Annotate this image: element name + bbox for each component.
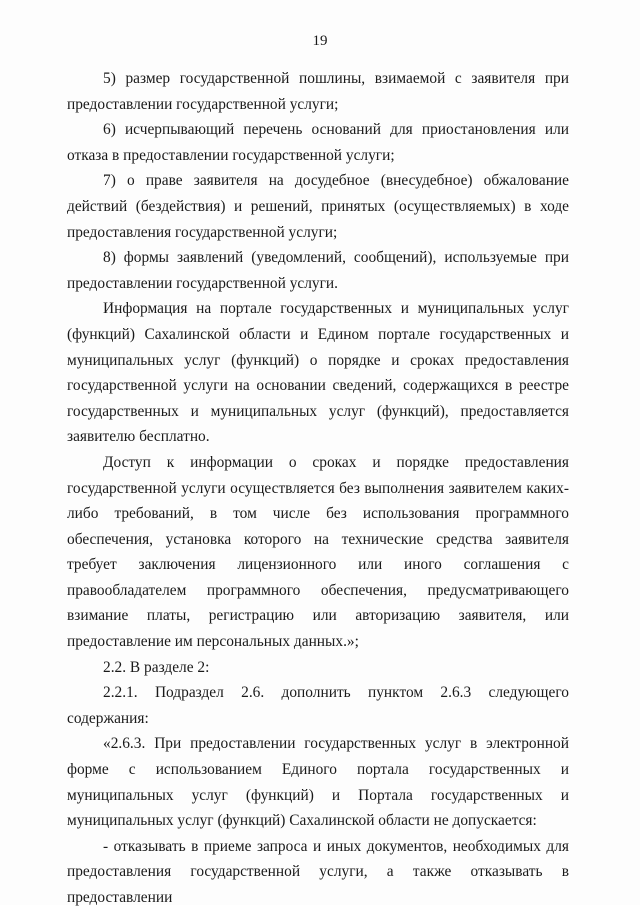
paragraph-refusal-item: - отказывать в приеме запроса и иных документов, необходимых для предоставления государственной услуги, а также отказывать в предоставлении [67,837,569,906]
paragraph-section-2-2-1: 2.2.1. Подраздел 2.6. дополнить пунктом 2.6.3 следующего содержания: [67,684,569,727]
paragraph-clause-2-6-3: «2.6.3. При предоставлении государственных услуг в электронной форме с использованием Единого портала государственных и муниципальных услуг (функций) и Портала государственных и муниципальных услуг (функций) Сахалинской области не допускается: [67,735,569,830]
paragraph-access-info: Доступ к информации о сроках и порядке предоставления государственной услуги осуществляется без выполнения заявителем каких-либо требований, в том числе без использования программного обеспечения, установка которого на технические средства заявителя требует заключения лицензионного или иного соглашения с правообладателем программного обеспечения, предусматривающего взимание платы, регистрацию или авторизацию заявителя, или предоставление им персональных данных.»; [67,453,569,651]
paragraph-item-8: 8) формы заявлений (уведомлений, сообщений), используемые при предоставлении государственной услуги. [67,249,569,292]
paragraph-item-7: 7) о праве заявителя на досудебное (внесудебное) обжалование действий (бездействия) и решений, принятых (осуществляемых) в ходе предоставления государственной услуги; [67,172,569,241]
paragraph-item-5: 5) размер государственной пошлины, взимаемой с заявителя при предоставлении государственной услуги; [67,70,569,113]
paragraph-section-2-2: 2.2. В разделе 2: [103,658,210,676]
paragraph-portal-info: Информация на портале государственных и муниципальных услуг (функций) Сахалинской области и Едином портале государственных и муниципальных услуг (функций) о порядке и сроках предоставления государственной услуги на основании сведений, содержащихся в реестре государственных и муниципальных услуг (функций), предоставляется заявителю бесплатно. [67,300,569,446]
page-number: 19 [312,33,328,49]
paragraph-item-6: 6) исчерпывающий перечень оснований для приостановления или отказа в предоставлении государственной услуги; [67,121,569,164]
document-body [67,66,569,911]
